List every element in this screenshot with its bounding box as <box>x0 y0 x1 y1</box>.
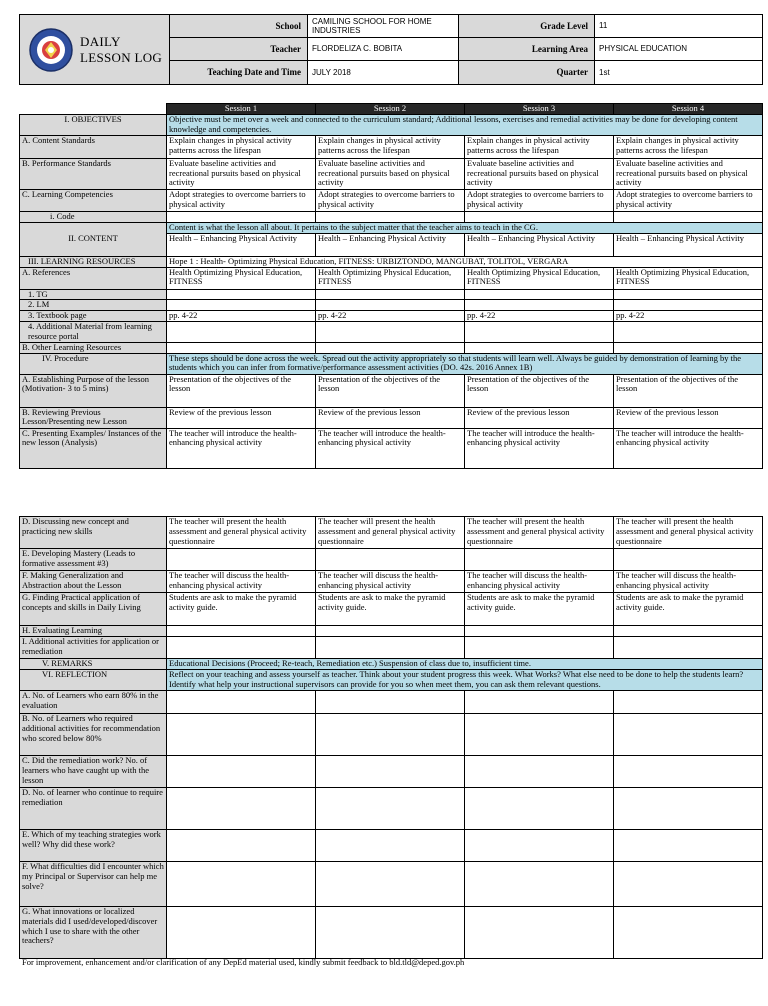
code-s4 <box>614 211 763 222</box>
reflection-e-label: E. Which of my teaching strategies work well? Why did these work? <box>20 830 167 862</box>
competencies-s4: Adopt strategies to overcome barriers to physical activity <box>614 189 763 211</box>
discussing-s4: The teacher will present the health assessment and general physical activity questionnaire <box>614 517 763 549</box>
procedure-note: These steps should be done across the week. Spread out the activity appropriately so that students will learn well. Always be guided by demonstration of learning by the students which you can infer from formative/performance assessment activities (DO. 42s. 2016 Annex 1B) <box>167 353 763 374</box>
remarks-label: V. REMARKS <box>20 659 167 670</box>
procedure-label: IV. Procedure <box>20 353 167 374</box>
objectives-note: Objective must be met over a week and connected to the curriculum standard; Additional lessons, exercises and remedial activities may be done for developing content knowledge and competencies. <box>167 114 763 135</box>
performance-standards-s4: Evaluate baseline activities and recreational pursuits based on physical activity <box>614 158 763 189</box>
practical-s3: Students are ask to make the pyramid activity guide. <box>465 593 614 626</box>
evaluating-label: H. Evaluating Learning <box>20 626 167 637</box>
competencies-s1: Adopt strategies to overcome barriers to physical activity <box>167 189 316 211</box>
performance-standards-s3: Evaluate baseline activities and recreational pursuits based on physical activity <box>465 158 614 189</box>
discussing-label: D. Discussing new concept and practicing new skills <box>20 517 167 549</box>
grade-label: Grade Level <box>459 15 595 38</box>
area-value: PHYSICAL EDUCATION <box>595 38 763 61</box>
code-s3 <box>465 211 614 222</box>
reflection-label: VI. REFLECTION <box>20 670 167 691</box>
logo-cell <box>20 15 170 85</box>
reflection-b-label: B. No. of Learners who required additional activities for recommendation who scored below 80% <box>20 714 167 756</box>
teacher-label: Teacher <box>170 38 308 61</box>
other-resources-label: B. Other Learning Resources <box>20 342 167 353</box>
performance-standards-s1: Evaluate baseline activities and recreational pursuits based on physical activity <box>167 158 316 189</box>
textbook-label: 3. Textbook page <box>20 311 167 322</box>
competencies-s2: Adopt strategies to overcome barriers to physical activity <box>316 189 465 211</box>
code-s2 <box>316 211 465 222</box>
content-s3: Health – Enhancing Physical Activity <box>465 233 614 256</box>
references-s2: Health Optimizing Physical Education, FITNESS <box>316 267 465 289</box>
content-standards-label: A. Content Standards <box>20 135 167 158</box>
reflection-a-label: A. No. of Learners who earn 80% in the evaluation <box>20 691 167 714</box>
competencies-s3: Adopt strategies to overcome barriers to physical activity <box>465 189 614 211</box>
reviewing-label: B. Reviewing Previous Lesson/Presenting new Lesson <box>20 407 167 428</box>
teacher-value: FLORDELIZA C. BOBITA <box>308 38 459 61</box>
reviewing-s4: Review of the previous lesson <box>614 407 763 428</box>
tg-label: 1. TG <box>20 289 167 300</box>
lm-label: 2. LM <box>20 300 167 311</box>
quarter-value: 1st <box>595 61 763 85</box>
lesson-table-part2 <box>19 516 763 959</box>
presenting-s1: The teacher will introduce the health-enhancing physical activity <box>167 428 316 468</box>
competencies-label: C. Learning Competencies <box>20 189 167 211</box>
textbook-s4: pp. 4-22 <box>614 311 763 322</box>
area-label: Learning Area <box>459 38 595 61</box>
references-s1: Health Optimizing Physical Education, FITNESS <box>167 267 316 289</box>
discussing-s1: The teacher will present the health assessment and general physical activity questionnaire <box>167 517 316 549</box>
reflection-g-label: G. What innovations or localized materials did I used/developed/discover which I use to share with the other teachers? <box>20 907 167 959</box>
school-label: School <box>170 15 308 38</box>
practical-s1: Students are ask to make the pyramid activity guide. <box>167 593 316 626</box>
content-label: II. CONTENT <box>20 222 167 256</box>
presenting-s3: The teacher will introduce the health-enhancing physical activity <box>465 428 614 468</box>
content-standards-s3: Explain changes in physical activity patterns across the lifespan <box>465 135 614 158</box>
generalization-s1: The teacher will discuss the health-enhancing physical activity <box>167 571 316 593</box>
doc-title-line1: DAILY <box>80 33 121 49</box>
discussing-s3: The teacher will present the health assessment and general physical activity questionnaire <box>465 517 614 549</box>
content-standards-s1: Explain changes in physical activity patterns across the lifespan <box>167 135 316 158</box>
purpose-s4: Presentation of the objectives of the lesson <box>614 374 763 407</box>
presenting-s2: The teacher will introduce the health-enhancing physical activity <box>316 428 465 468</box>
reviewing-s2: Review of the previous lesson <box>316 407 465 428</box>
purpose-s2: Presentation of the objectives of the lesson <box>316 374 465 407</box>
school-value: CAMILING SCHOOL FOR HOME INDUSTRIES <box>308 15 459 38</box>
generalization-s2: The teacher will discuss the health-enhancing physical activity <box>316 571 465 593</box>
lesson-table-part1 <box>19 103 763 469</box>
session-2-header: Session 2 <box>316 104 465 115</box>
footer-feedback-note: For improvement, enhancement and/or clarification of any DepEd material used, kindly submit feedback to bld.tld@deped.gov.ph <box>22 957 465 967</box>
references-s3: Health Optimizing Physical Education, FITNESS <box>465 267 614 289</box>
practical-s2: Students are ask to make the pyramid activity guide. <box>316 593 465 626</box>
code-label: i. Code <box>20 211 167 222</box>
purpose-s1: Presentation of the objectives of the lesson <box>167 374 316 407</box>
textbook-s2: pp. 4-22 <box>316 311 465 322</box>
mastery-label: E. Developing Mastery (Leads to formative assessment #3) <box>20 549 167 571</box>
session-4-header: Session 4 <box>614 104 763 115</box>
generalization-s4: The teacher will discuss the health-enhancing physical activity <box>614 571 763 593</box>
content-s2: Health – Enhancing Physical Activity <box>316 233 465 256</box>
content-standards-s2: Explain changes in physical activity patterns across the lifespan <box>316 135 465 158</box>
practical-label: G. Finding Practical application of concepts and skills in Daily Living <box>20 593 167 626</box>
performance-standards-s2: Evaluate baseline activities and recreational pursuits based on physical activity <box>316 158 465 189</box>
reflection-d-label: D. No. of learner who continue to require remediation <box>20 788 167 830</box>
date-label: Teaching Date and Time <box>170 61 308 85</box>
additional-activities-label: I. Additional activities for application or remediation <box>20 637 167 659</box>
reflection-value: Reflect on your teaching and assess yourself as teacher. Think about your student progress this week. What Works? What else need to be done to help the students learn? Identify what help your instructional supervisors can provide for you so when meet them, you can ask them relevant questions. <box>167 670 763 691</box>
references-s4: Health Optimizing Physical Education, FITNESS <box>614 267 763 289</box>
reflection-f-label: F. What difficulties did I encounter which my Principal or Supervisor can help me solve? <box>20 862 167 907</box>
presenting-s4: The teacher will introduce the health-enhancing physical activity <box>614 428 763 468</box>
header-table <box>19 14 763 85</box>
discussing-s2: The teacher will present the health assessment and general physical activity questionnaire <box>316 517 465 549</box>
doc-title-line2: LESSON LOG <box>80 49 163 65</box>
code-s1 <box>167 211 316 222</box>
performance-standards-label: B. Performance Standards <box>20 158 167 189</box>
reviewing-s3: Review of the previous lesson <box>465 407 614 428</box>
presenting-label: C. Presenting Examples/ Instances of the new lesson (Analysis) <box>20 428 167 468</box>
quarter-label: Quarter <box>459 61 595 85</box>
objectives-label: I. OBJECTIVES <box>20 114 167 135</box>
generalization-s3: The teacher will discuss the health-enhancing physical activity <box>465 571 614 593</box>
resources-label: III. LEARNING RESOURCES <box>20 256 167 267</box>
practical-s4: Students are ask to make the pyramid activity guide. <box>614 593 763 626</box>
textbook-s1: pp. 4-22 <box>167 311 316 322</box>
content-s1: Health – Enhancing Physical Activity <box>167 233 316 256</box>
content-standards-s4: Explain changes in physical activity patterns across the lifespan <box>614 135 763 158</box>
content-s4: Health – Enhancing Physical Activity <box>614 233 763 256</box>
date-value: JULY 2018 <box>308 61 459 85</box>
session-3-header: Session 3 <box>465 104 614 115</box>
references-label: A. References <box>20 267 167 289</box>
resources-value: Hope 1 : Health- Optimizing Physical Education, FITNESS: URBIZTONDO, MANGUBAT, TOLITOL, VERGARA <box>167 256 763 267</box>
deped-seal-icon <box>28 27 74 73</box>
reviewing-s1: Review of the previous lesson <box>167 407 316 428</box>
purpose-label: A. Establishing Purpose of the lesson (Motivation- 3 to 5 mins) <box>20 374 167 407</box>
remarks-value: Educational Decisions (Proceed; Re-teach, Remediation etc.) Suspension of class due to, insufficient time. <box>167 659 763 670</box>
generalization-label: F. Making Generalization and Abstraction about the Lesson <box>20 571 167 593</box>
textbook-s3: pp. 4-22 <box>465 311 614 322</box>
purpose-s3: Presentation of the objectives of the lesson <box>465 374 614 407</box>
reflection-c-label: C. Did the remediation work? No. of learners who have caught up with the lesson <box>20 756 167 788</box>
session-1-header: Session 1 <box>167 104 316 115</box>
grade-value: 11 <box>595 15 763 38</box>
content-note: Content is what the lesson all about. It pertains to the subject matter that the teacher aims to teach in the CG. <box>167 222 763 233</box>
additional-material-label: 4. Additional Material from learning resource portal <box>20 321 167 342</box>
